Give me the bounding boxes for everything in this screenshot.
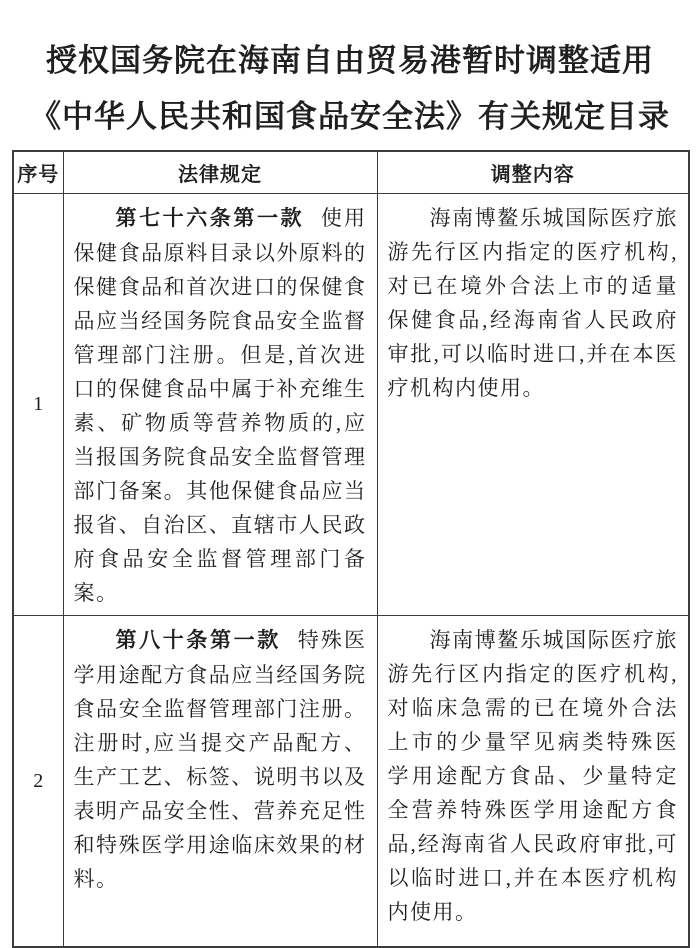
table-header: [13, 151, 689, 194]
row-1-adjustment-cell: [377, 194, 689, 616]
row-2-article-heading: 第八十条第一款: [115, 629, 281, 652]
row-1-serial-number: 1: [13, 194, 63, 616]
row-2-serial-number: 2: [13, 616, 63, 948]
document-title: [0, 0, 700, 145]
row-1-article-heading: 第七十六条第一款: [115, 207, 305, 230]
row-2-provision-paragraph: [74, 623, 367, 896]
provisions-table: [12, 150, 690, 948]
row-1-provision-body: 使用保健食品原料目录以外原料的保健食品和首次进口的保健食品应当经国务院食品安全监督管理部门注册。但是,首次进口的保健食品中属于补充维生素、矿物质等营养物质的,应当报国务院食品安全监督管理部门备案。其他保健食品应当报省、自治区、直辖市人民政府食品安全监督管理部门备案。: [73, 206, 367, 605]
header-adjustment-content: 调整内容: [377, 151, 689, 194]
row-2-provision-body: 特殊医学用途配方食品应当经国务院食品安全监督管理部门注册。注册时,应当提交产品配方、生产工艺、标签、说明书以及表明产品安全性、营养充足性和特殊医学用途临床效果的材料。: [73, 628, 367, 891]
row-2-legal-provision-cell: [63, 616, 377, 948]
row-1-legal-provision-cell: [63, 194, 377, 616]
row-2-adjustment-paragraph: [388, 623, 679, 929]
document-title-line-1: 授权国务院在海南自由贸易港暂时调整适用: [46, 43, 654, 78]
row-1-adjustment-paragraph: [388, 201, 679, 405]
header-legal-provision: 法律规定: [63, 151, 377, 194]
row-1-adjustment-body: 海南博鳌乐城国际医疗旅游先行区内指定的医疗机构,对已在境外合法上市的适量保健食品,经海南省人民政府审批,可以临时进口,并在本医疗机构内使用。: [387, 206, 678, 400]
row-2-adjustment-body: 海南博鳌乐城国际医疗旅游先行区内指定的医疗机构,对临床急需的已在境外合法上市的少量罕见病类特殊医学用途配方食品、少量特定全营养特殊医学用途配方食品,经海南省人民政府审批,可以临时进口,并在本医疗机构内使用。: [387, 628, 678, 924]
header-serial-number: 序号: [13, 151, 63, 194]
header-row: [13, 151, 689, 194]
table-row: [13, 616, 689, 948]
document-title-line-2: 《中华人民共和国食品安全法》有关规定目录: [30, 99, 670, 134]
row-1-provision-paragraph: [74, 201, 367, 610]
row-2-adjustment-cell: [377, 616, 689, 948]
table-row: [13, 194, 689, 616]
